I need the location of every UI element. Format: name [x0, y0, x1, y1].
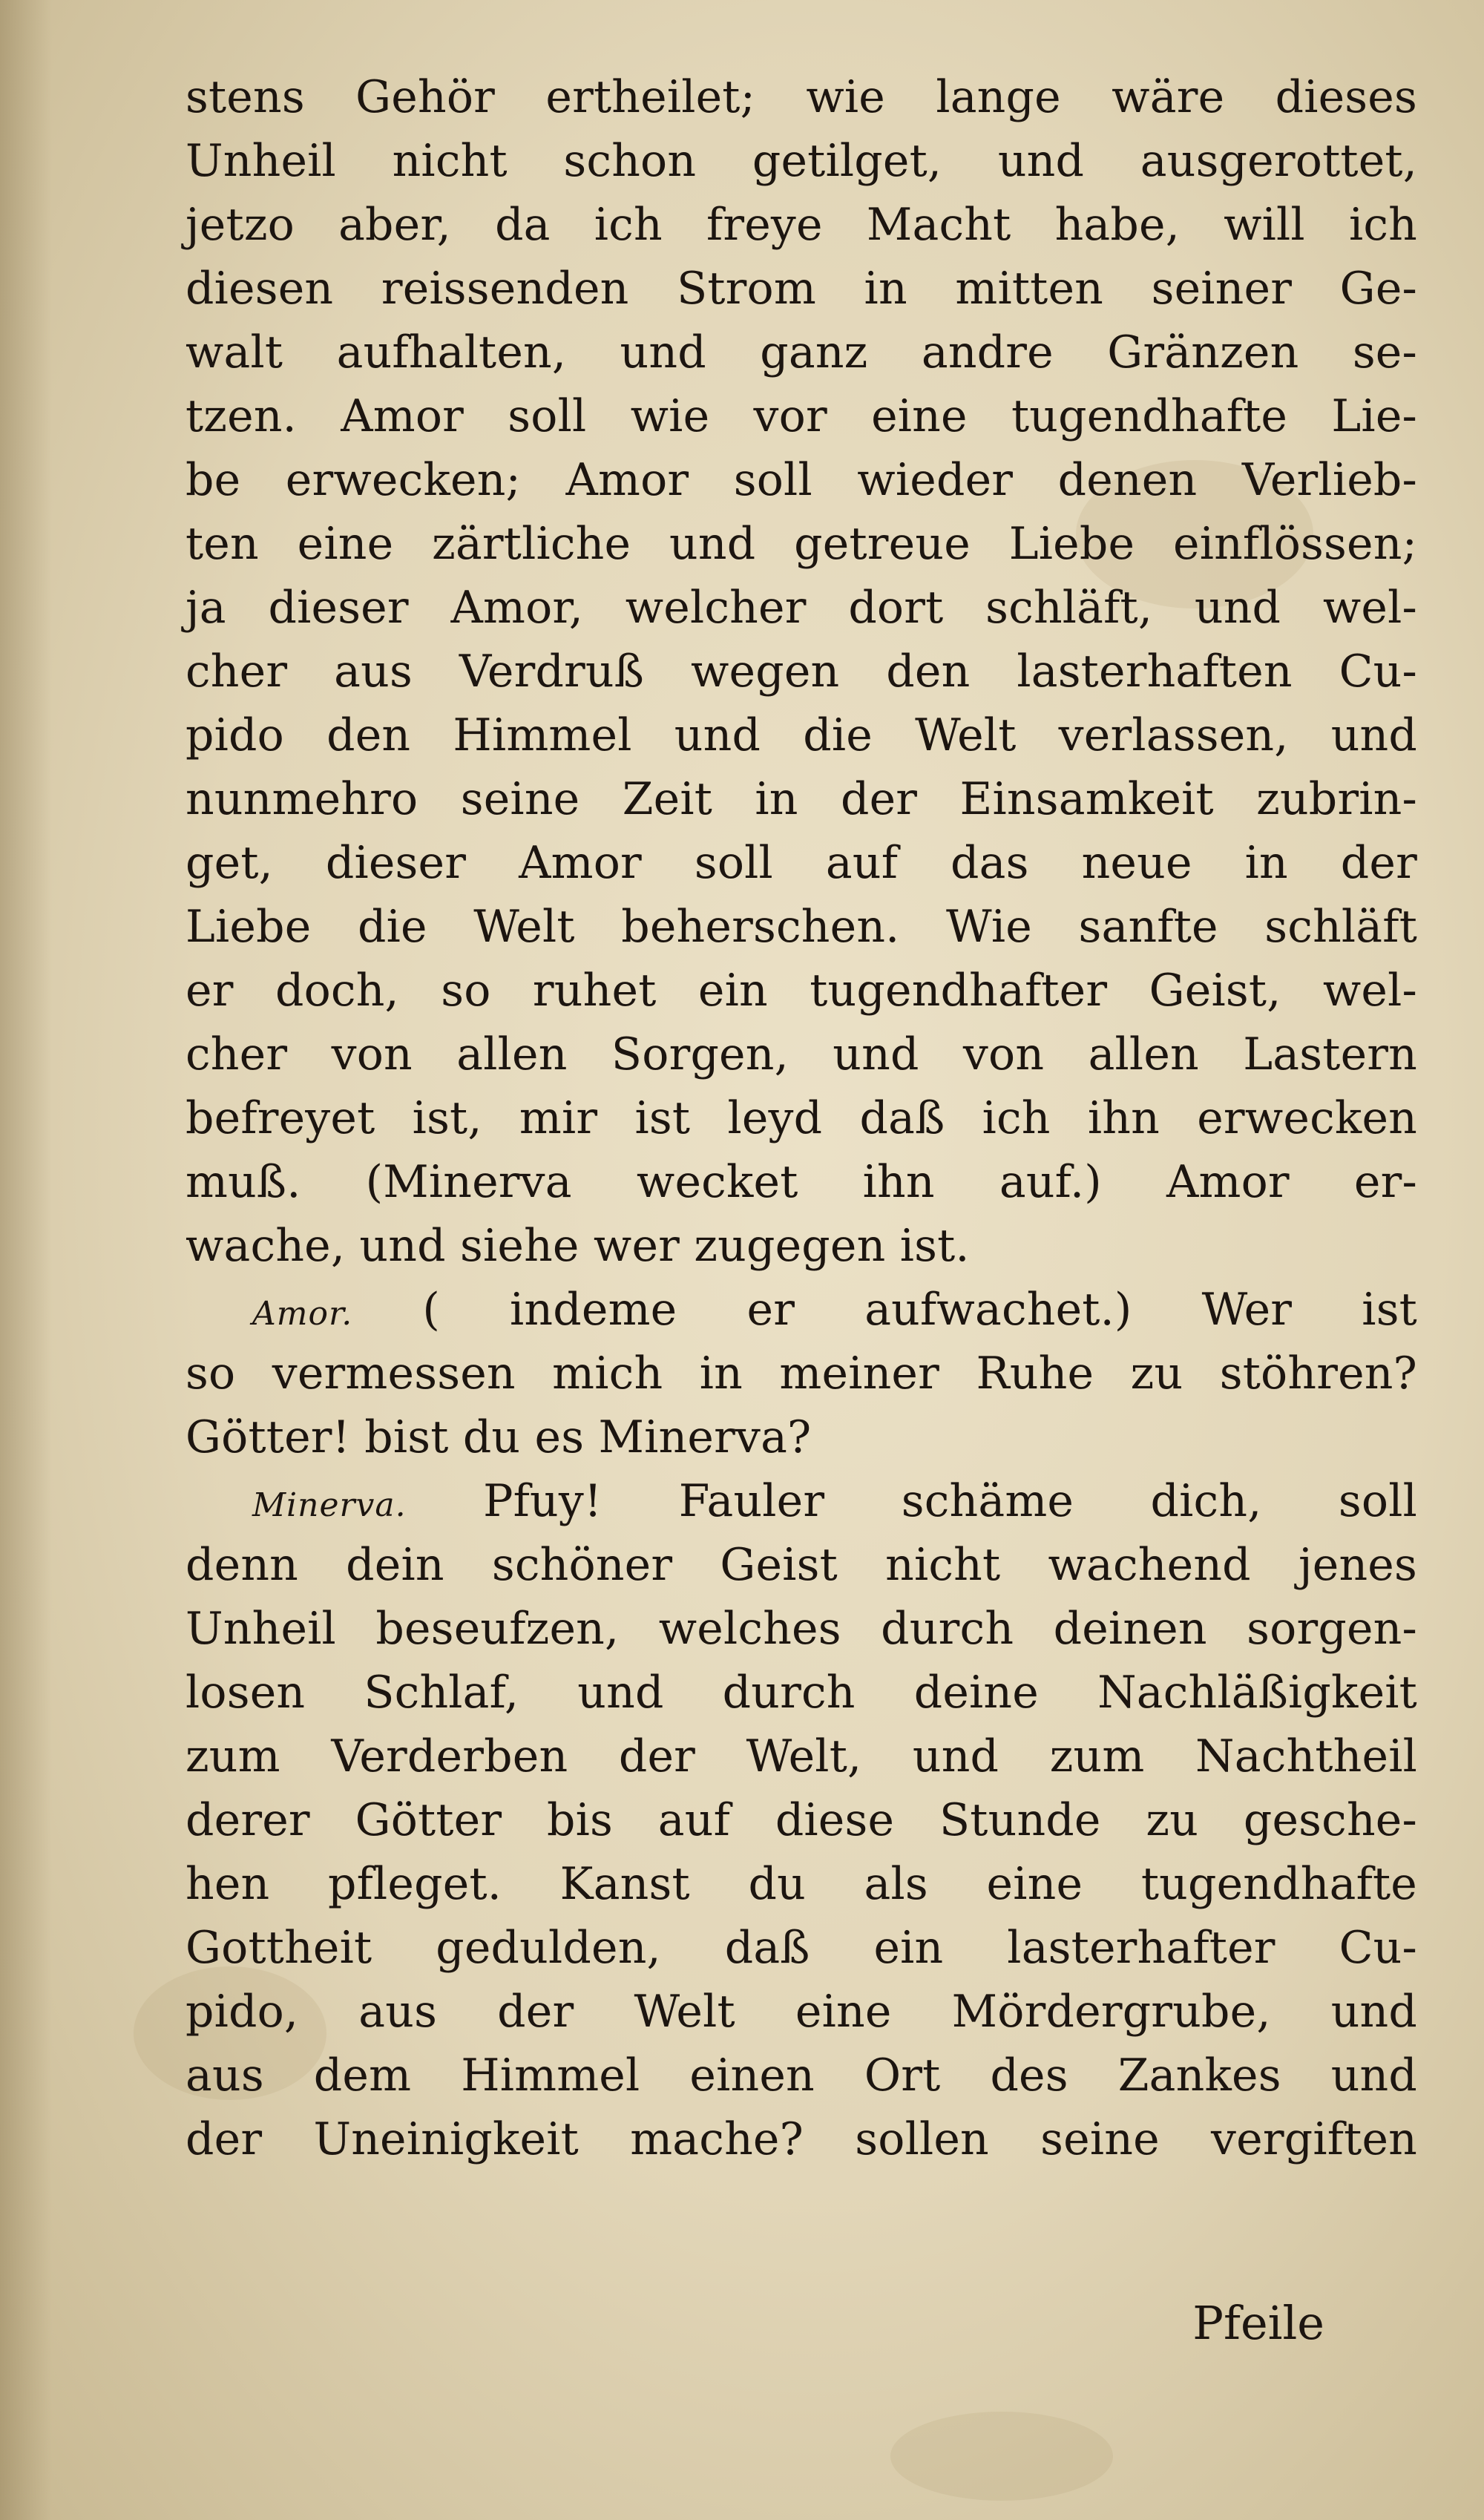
text-line: tzen. Amor soll wie vor eine tugendhafte Lie- [186, 390, 1417, 442]
text-line: cher von allen Sorgen, und von allen Lastern [186, 1028, 1417, 1080]
speech-text: ( indeme er aufwachet.) Wer ist [422, 1284, 1417, 1336]
speech-line-amor [186, 1278, 1417, 1342]
text-line: jetzo aber, da ich freye Macht habe, will ich [186, 199, 1417, 251]
text-line: derer Götter bis auf diese Stunde zu gesche- [186, 1794, 1417, 1846]
text-line: losen Schlaf, und durch deine Nachläßigkeit [186, 1667, 1417, 1719]
text-line: Unheil nicht schon getilget, und ausgerottet, [186, 135, 1417, 187]
text-line: aus dem Himmel einen Ort des Zankes und [186, 2050, 1417, 2101]
text-line: so vermessen mich in meiner Ruhe zu stöhren? [186, 1348, 1417, 1400]
text-line: get, dieser Amor soll auf das neue in der [186, 837, 1417, 889]
text-line: befreyet ist, mir ist leyd daß ich ihn erwecken [186, 1092, 1417, 1144]
text-line: stens Gehör ertheilet; wie lange wäre dieses [186, 71, 1417, 123]
speech-text: Pfuy! Fauler schäme dich, soll [483, 1475, 1417, 1527]
text-line: be erwecken; Amor soll wieder denen Verlieb- [186, 454, 1417, 506]
text-line: nunmehro seine Zeit in der Einsamkeit zubrin- [186, 773, 1417, 825]
text-line: wache, und siehe wer zugegen ist. [186, 1220, 970, 1272]
text-line: diesen reissenden Strom in mitten seiner Ge- [186, 263, 1417, 315]
speech-line-minerva [186, 1469, 1417, 1533]
speaker-name: Minerva. [252, 1486, 407, 1524]
text-line: zum Verderben der Welt, und zum Nachtheil [186, 1730, 1417, 1782]
text-line: er doch, so ruhet ein tugendhafter Geist, wel- [186, 965, 1417, 1017]
text-line: muß. (Minerva wecket ihn auf.) Amor er- [186, 1156, 1417, 1208]
catchword: Pfeile [1192, 2296, 1324, 2350]
text-line: hen pfleget. Kanst du als eine tugendhafte [186, 1858, 1417, 1910]
text-line: ja dieser Amor, welcher dort schläft, und wel- [186, 582, 1417, 634]
text-line: cher aus Verdruß wegen den lasterhaften Cu- [186, 646, 1417, 698]
text-line: pido, aus der Welt eine Mördergrube, und [186, 1986, 1417, 2038]
text-line: Gottheit gedulden, daß ein lasterhafter Cu- [186, 1922, 1417, 1974]
paper-stain [890, 2412, 1113, 2501]
text-line: der Uneinigkeit mache? sollen seine vergiften [186, 2113, 1417, 2165]
text-line: Liebe die Welt beherschen. Wie sanfte schläft [186, 901, 1417, 953]
text-line: denn dein schöner Geist nicht wachend jenes [186, 1539, 1417, 1591]
speaker-name: Amor. [252, 1295, 353, 1333]
text-line: walt aufhalten, und ganz andre Gränzen se- [186, 327, 1417, 378]
text-line: Götter! bist du es Minerva? [186, 1411, 812, 1463]
text-line: pido den Himmel und die Welt verlassen, und [186, 709, 1417, 761]
text-line: Unheil beseufzen, welches durch deinen sorgen- [186, 1603, 1417, 1655]
text-line: ten eine zärtliche und getreue Liebe einflössen; [186, 518, 1417, 570]
body-text [186, 65, 1417, 2171]
